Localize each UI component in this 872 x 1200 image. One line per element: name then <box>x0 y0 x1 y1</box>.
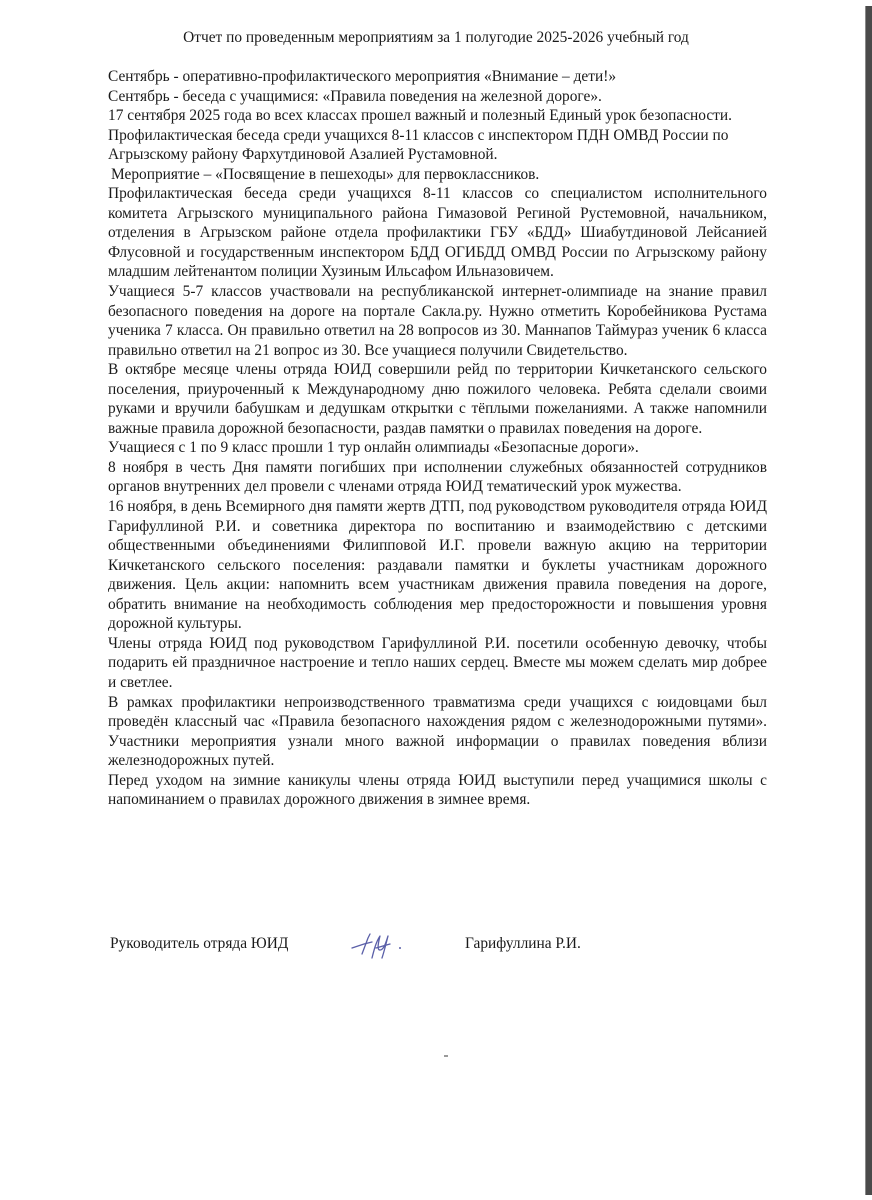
report-body <box>108 67 767 810</box>
signatory-name: Гарифуллина Р.И. <box>465 935 581 952</box>
report-paragraph-6: Профилактическая беседа среди учащихся 8-11 классов со специалистом исполнительного комитета Агрызского муниципального района Гимазовой Региной Рустемовной, начальником, отделения в Агрызском районе отдела профилактики ГБУ «БДД» Шиабутдиновой Лейсанией Флусовной и государственным инспектором БДД ОГИБДД ОМВД России по Агрызскому району младшим лейтенантом полиции Хузиным Ильсафом Ильназовичем. <box>108 185 767 281</box>
report-paragraph-5: Мероприятие – «Посвящение в пешеходы» для первоклассников. <box>111 165 540 183</box>
scan-speck <box>444 1055 448 1057</box>
document-title: Отчет по проведенным мероприятиям за 1 полугодие 2025-2026 учебный год <box>183 29 689 46</box>
report-paragraph-1: Сентябрь - оперативно-профилактического мероприятия «Внимание – дети!» <box>108 68 617 85</box>
signatory-role: Руководитель отряда ЮИД <box>110 935 289 952</box>
report-paragraph-9: Учащиеся с 1 по 9 класс прошли 1 тур онлайн олимпиады «Безопасные дороги». <box>108 439 639 457</box>
report-paragraph-13: В рамках профилактики непроизводственного травматизма среди учащихся с юидовцами был проведён классный час «Правила безопасного нахождения рядом с железнодорожными путями». Участники мероприятия узнали много важной информации о правилах поведения вблизи железнодорожных путей. <box>108 693 767 770</box>
report-paragraph-3: 17 сентября 2025 года во всех классах прошел важный и полезный Единый урок безопасности. <box>108 107 732 125</box>
report-paragraph-11: 16 ноября, в день Всемирного дня памяти жертв ДТП, под руководством руководителя отряда ЮИД Гарифуллиной Р.И. и советника директора по воспитанию и взаимодействию с детскими общественными объединениями Филипповой И.Г. провели важную акцию на территории Кичкетанского сельского поселения: раздавали памятки и буклеты участникам дорожного движения. Цель акции: напомнить всем участникам движения правила поведения на дороге, обратить внимание на необходимость соблюдения мер предосторожности и повышения уровня дорожной культуры. <box>108 498 767 633</box>
report-paragraph-14: Перед уходом на зимние каникулы члены отряда ЮИД выступили перед учащимися школы с напоминанием о правилах дорожного движения в зимнее время. <box>108 771 767 809</box>
signature-block <box>110 934 710 964</box>
report-paragraph-2: Сентябрь - беседа с учащимися: «Правила поведения на железной дороге». <box>108 87 602 105</box>
handwritten-signature-icon <box>342 928 412 962</box>
report-paragraph-4: Профилактическая беседа среди учащихся 8-11 классов с инспектором ПДН ОМВД России по Агрызскому району Фархутдиновой Азалией Рустамовной. <box>108 126 729 164</box>
report-paragraph-7: Учащиеся 5-7 классов участвовали на республиканской интернет-олимпиаде на знание правил безопасного поведения на дороге на портале Сакла.ру. Нужно отметить Коробейникова Рустама ученика 7 класса. Он правильно ответил на 28 вопросов из 30. Маннапов Таймураз ученик 6 класса правильно ответил на 21 вопрос из 30. Все учащиеся получили Свидетельство. <box>108 283 767 359</box>
report-paragraph-12: Члены отряда ЮИД под руководством Гарифуллиной Р.И. посетили особенную девочку, чтобы подарить ей праздничное настроение и тепло наших сердец. Вместе мы можем сделать мир добрее и светлее. <box>108 634 767 691</box>
scan-edge-shadow <box>865 6 872 1195</box>
report-paragraph-10: 8 ноября в честь Дня памяти погибших при исполнении служебных обязанностей сотрудников органов внутренних дел провели с членами отряда ЮИД тематический урок мужества. <box>108 458 767 496</box>
report-paragraph-8: В октябре месяце члены отряда ЮИД совершили рейд по территории Кичкетанского сельского поселения, приуроченный к Международному дню пожилого человека. Ребята сделали своими руками и вручили бабушкам и дедушкам открытки с тёплыми пожеланиями. А также напомнили важные правила дорожной безопасности, раздав памятки о правилах поведения на дороге. <box>108 361 767 437</box>
